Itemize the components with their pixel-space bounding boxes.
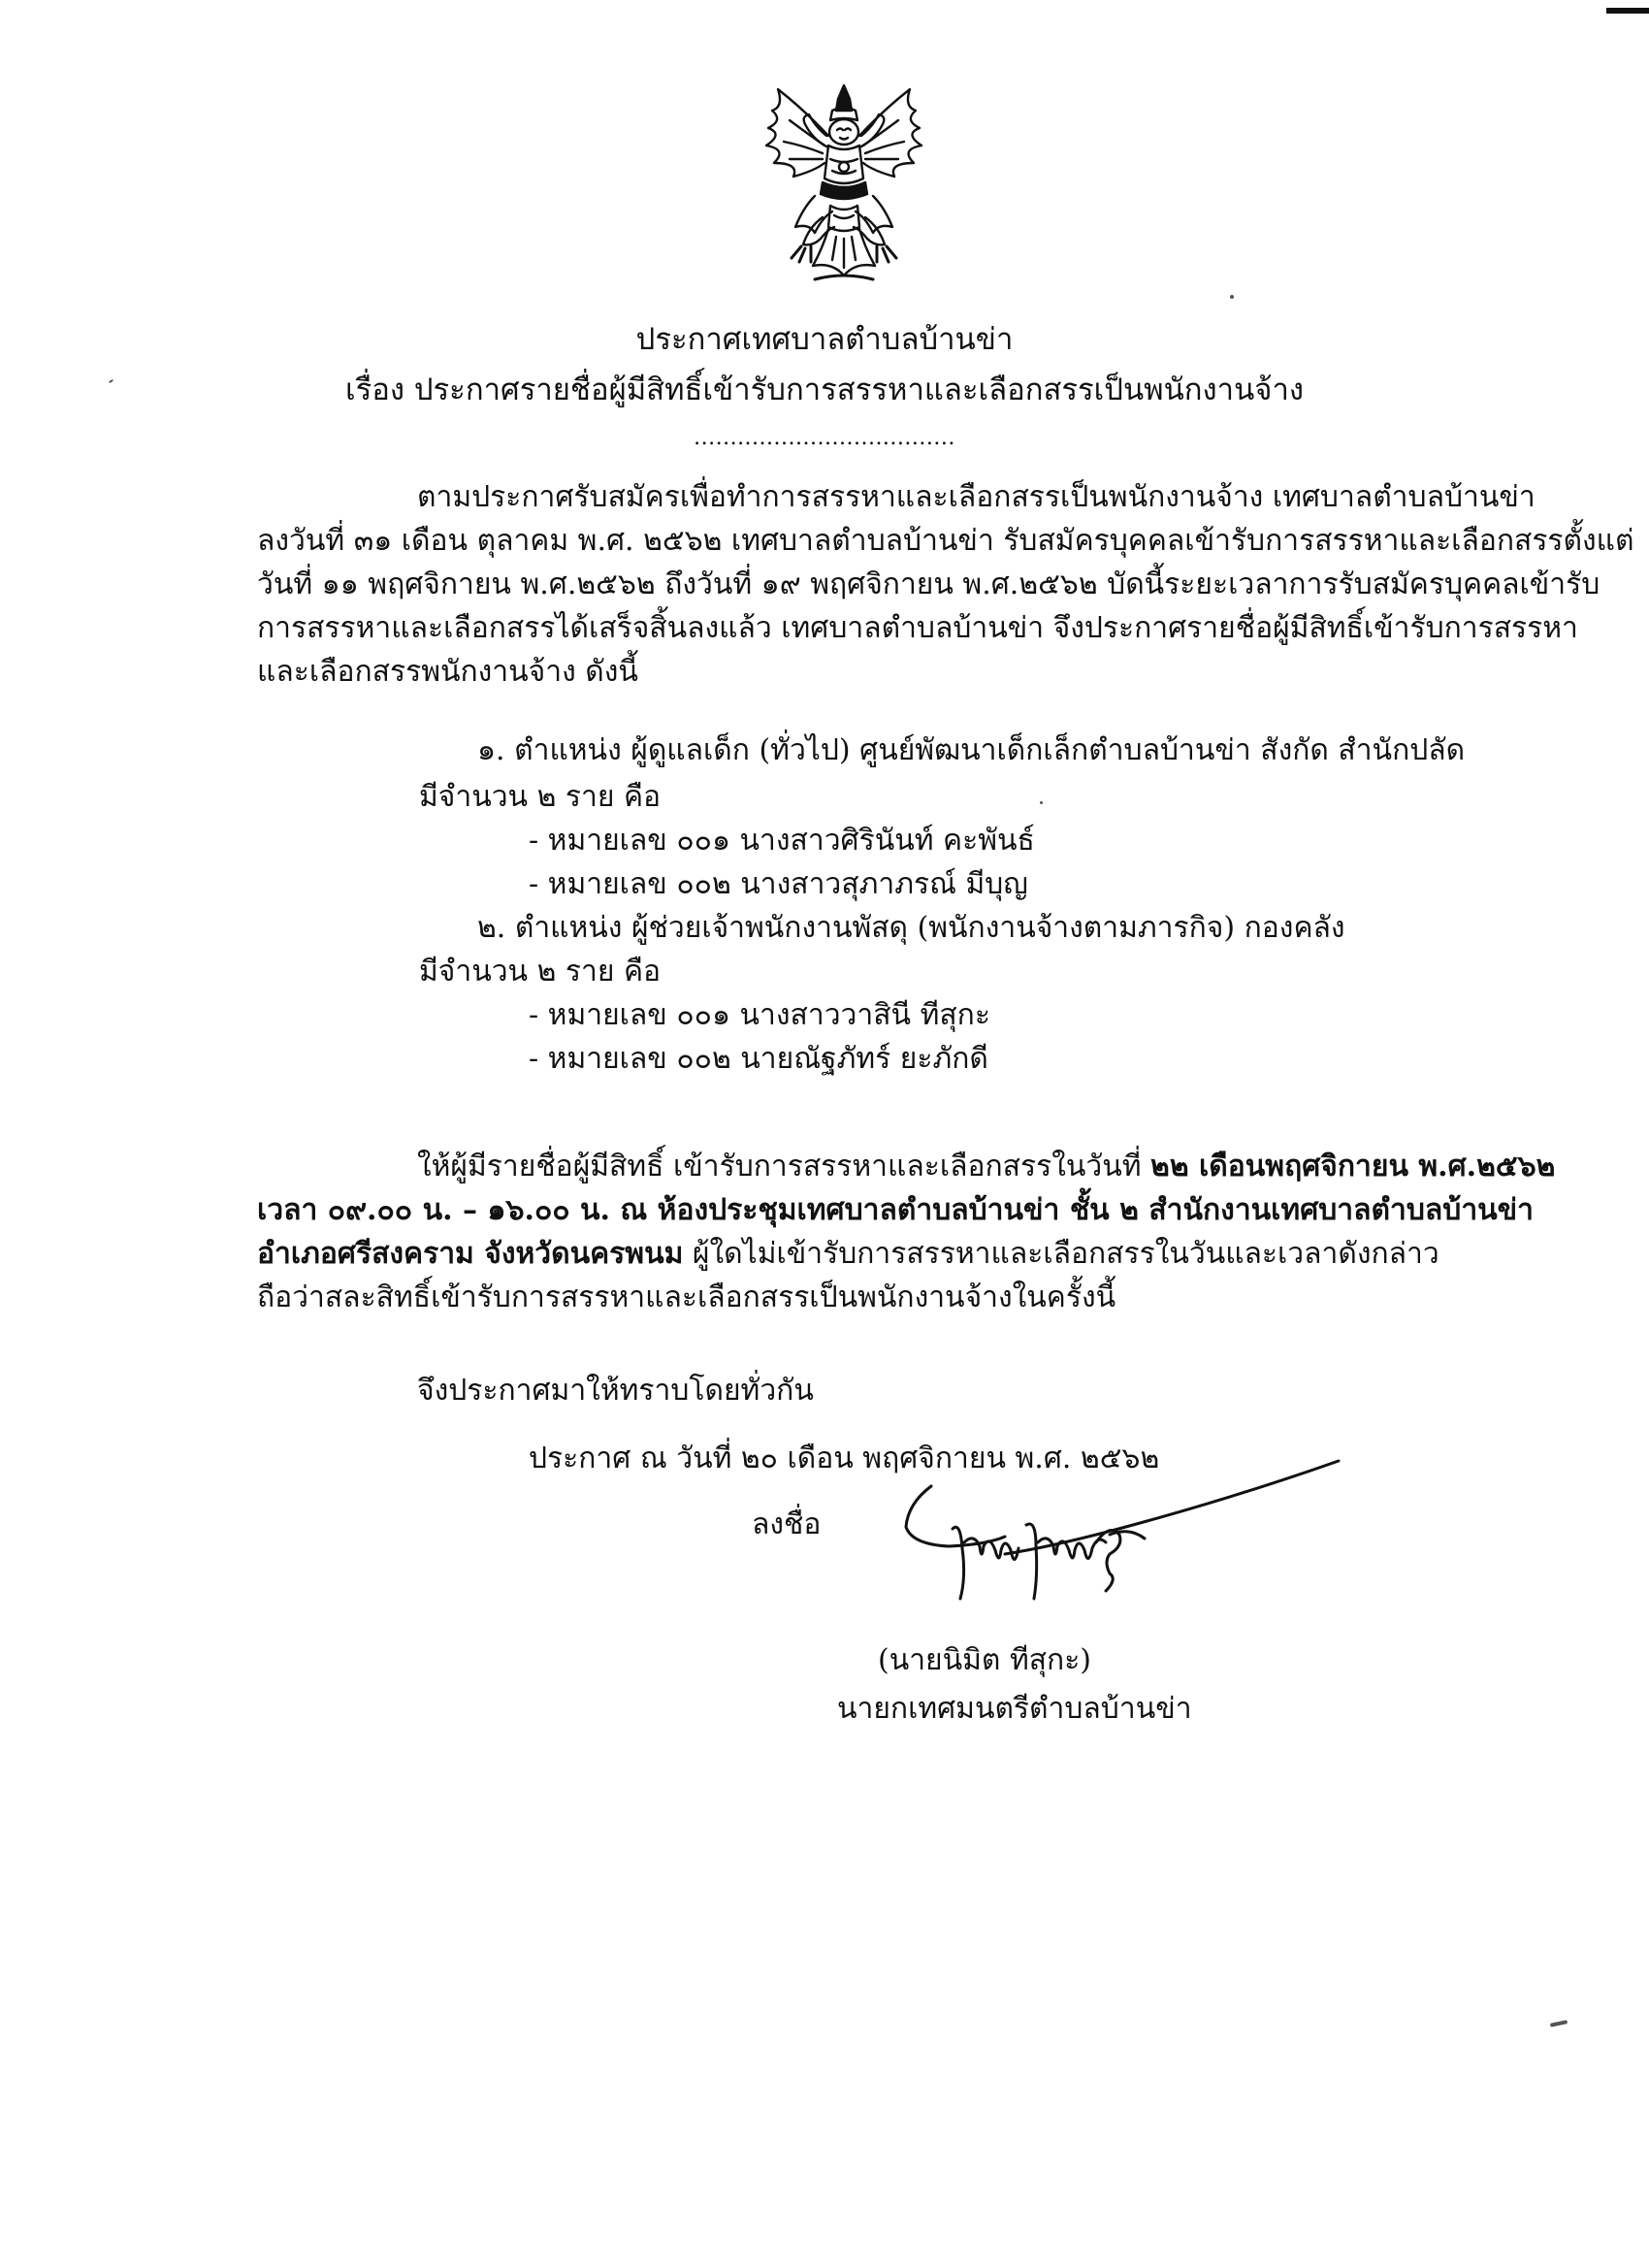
handwritten-signature xyxy=(890,1453,1346,1620)
scan-edge-mark xyxy=(1606,8,1649,14)
intro-paragraph xyxy=(257,475,1634,694)
exam-location: อำเภอศรีสงคราม จังหวัดนครพนม xyxy=(257,1237,684,1271)
scan-speck xyxy=(1230,295,1234,299)
document-title: ประกาศเทศบาลตำบลบ้านข่า xyxy=(635,322,1014,357)
signer-title: นายกเทศมนตรีตำบลบ้านข่า xyxy=(837,1692,1192,1726)
exam-line xyxy=(257,1145,1556,1188)
title-separator: .................................... xyxy=(694,426,955,450)
exam-text: ให้ผู้มีรายชื่อผู้มีสิทธิ์ เข้ารับการสรรหาและเลือกสรรในวันที่ xyxy=(417,1150,1151,1183)
candidate-item: - หมายเลข ๐๐๑ นางสาววาสินี ทีสุกะ xyxy=(529,998,990,1032)
position-count: มีจำนวน ๒ ราย คือ xyxy=(419,780,662,814)
signer-name: (นายนิมิต ทีสุกะ) xyxy=(878,1643,1092,1677)
intro-line: การสรรหาและเลือกสรรได้เสร็จสิ้นลงแล้ว เทศบาลตำบลบ้านข่า จึงประกาศรายชื่อผู้มีสิทธิ์เข้ารับการสรรหา xyxy=(257,611,1578,645)
intro-line: วันที่ ๑๑ พฤศจิกายน พ.ศ.๒๕๖๒ ถึงวันที่ ๑๙ พฤศจิกายน พ.ศ.๒๕๖๒ บัดนี้ระยะเวลาการรับสมัครบุคคลเข้ารับ xyxy=(257,567,1600,601)
candidate-item: - หมายเลข ๐๐๑ นางสาวศิรินันท์ คะพันธ์ xyxy=(529,824,1035,858)
garuda-emblem-icon xyxy=(745,81,944,290)
candidate-item: - หมายเลข ๐๐๒ นายณัฐภัทร์ ยะภักดี xyxy=(529,1042,988,1076)
position-heading: ๑. ตำแหน่ง ผู้ดูแลเด็ก (ทั่วไป) ศูนย์พัฒนาเด็กเล็กตำบลบ้านข่า สังกัด สำนักปลัด xyxy=(477,733,1466,767)
intro-line: ตามประกาศรับสมัครเพื่อทำการสรรหาและเลือกสรรเป็นพนักงานจ้าง เทศบาลตำบลบ้านข่า xyxy=(417,480,1536,514)
announcement-date: ประกาศ ณ วันที่ ๒๐ เดือน พฤศจิกายน พ.ศ. ๒๕๖๒ xyxy=(529,1442,1160,1475)
exam-time-venue: เวลา ๐๙.๐๐ น. – ๑๖.๐๐ น. ณ ห้องประชุมเทศบาลตำบลบ้านข่า ชั้น ๒ สำนักงานเทศบาลตำบลบ้านข่า xyxy=(257,1193,1535,1227)
intro-line: ลงวันที่ ๓๑ เดือน ตุลาคม พ.ศ. ๒๕๖๒ เทศบาลตำบลบ้านข่า รับสมัครบุคคลเข้ารับการสรรหาและเลือกสรรตั้งแต่ xyxy=(257,524,1634,558)
closing-notice: จึงประกาศมาให้ทราบโดยทั่วกัน xyxy=(417,1374,814,1408)
exam-paragraph xyxy=(257,1145,1556,1319)
intro-line: และเลือกสรรพนักงานจ้าง ดังนี้ xyxy=(257,655,638,689)
scan-speck xyxy=(1550,2020,1568,2027)
position-heading: ๒. ตำแหน่ง ผู้ช่วยเจ้าพนักงานพัสดุ (พนักงานจ้างตามภารกิจ) กองคลัง xyxy=(477,911,1345,945)
candidate-item: - หมายเลข ๐๐๒ นางสาวสุภาภรณ์ มีบุญ xyxy=(529,867,1028,901)
exam-line xyxy=(257,1232,1518,1276)
document-subject: เรื่อง ประกาศรายชื่อผู้มีสิทธิ์เข้ารับการสรรหาและเลือกสรรเป็นพนักงานจ้าง xyxy=(345,373,1304,407)
signed-label: ลงชื่อ xyxy=(752,1507,822,1541)
exam-line: ถือว่าสละสิทธิ์เข้ารับการสรรหาและเลือกสรรเป็นพนักงานจ้างในครั้งนี้ xyxy=(257,1280,1116,1314)
scan-speck xyxy=(1040,801,1043,804)
exam-date: ๒๒ เดือนพฤศจิกายน พ.ศ.๒๕๖๒ xyxy=(1150,1150,1556,1183)
exam-text: ผู้ใดไม่เข้ารับการสรรหาและเลือกสรรในวันและเวลาดังกล่าว xyxy=(683,1237,1439,1271)
position-count: มีจำนวน ๒ ราย คือ xyxy=(419,955,662,988)
